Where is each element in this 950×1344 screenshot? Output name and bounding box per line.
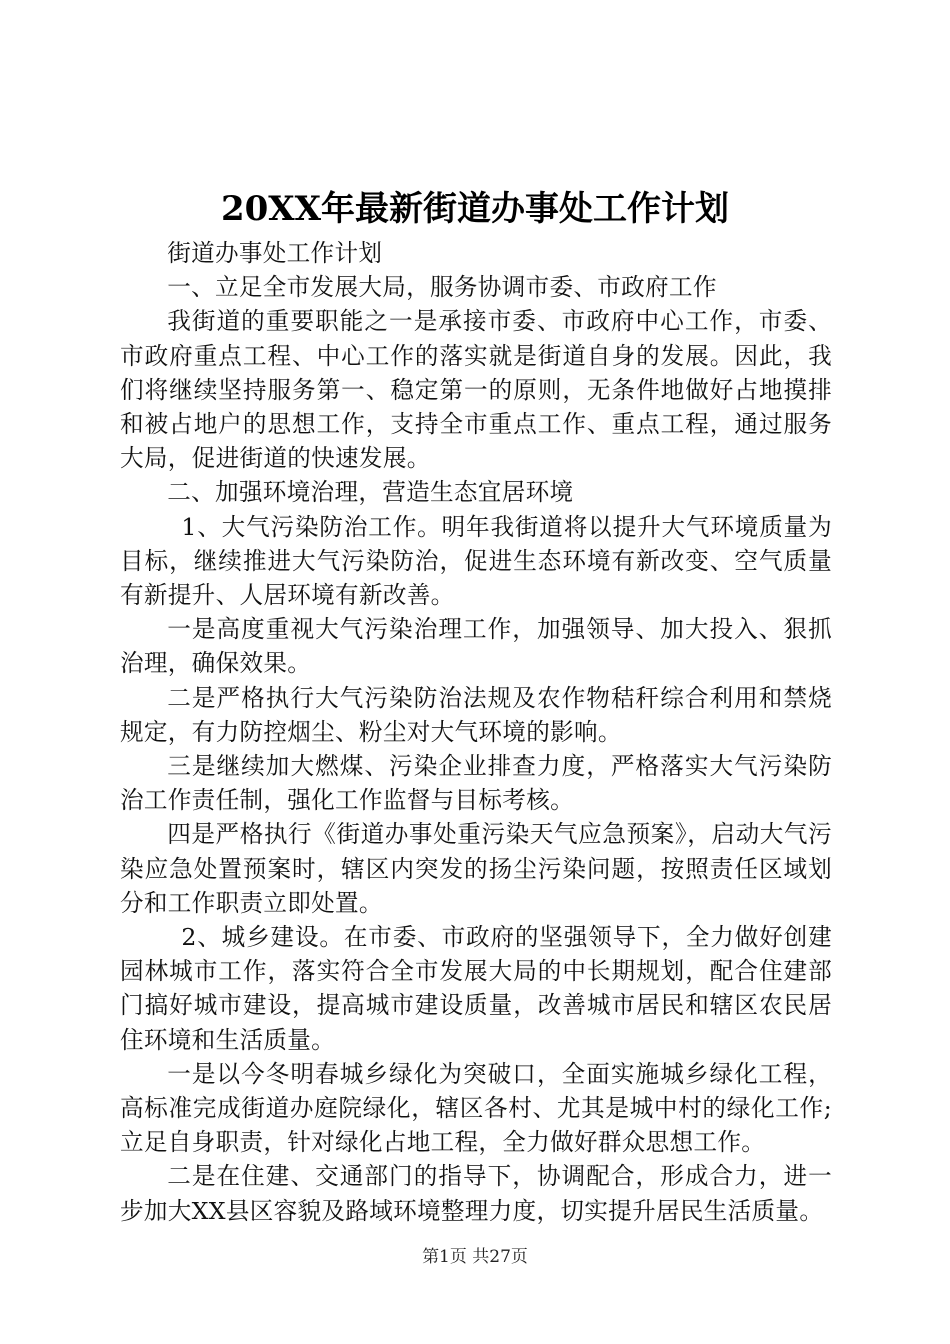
section-heading: 二、加强环境治理，营造生态宜居环境 bbox=[167, 478, 574, 507]
paragraph: 一是以今冬明春城乡绿化为突破口，全面实施城乡绿化工程，高标准完成街道办庭院绿化，辖区各村、尤其是城中村的绿化工作;立足自身职责，针对绿化占地工程，全力做好群众思想工作。 bbox=[120, 1059, 832, 1157]
paragraph: 一是高度重视大气污染治理工作，加强领导、加大投入、狠抓治理，确保效果。 bbox=[120, 615, 832, 678]
paragraph: 二是在住建、交通部门的指导下，协调配合，形成合力，进一步加大XX县区容貌及路域环境整理力度，切实提升居民生活质量。 bbox=[120, 1162, 832, 1225]
paragraph: 三是继续加大燃煤、污染企业排查力度，严格落实大气污染防治工作责任制，强化工作监督与目标考核。 bbox=[120, 752, 832, 815]
paragraph: 1、大气污染防治工作。明年我街道将以提升大气环境质量为目标，继续推进大气污染防治，促进生态环境有新改变、空气质量有新提升、人居环境有新改善。 bbox=[120, 512, 832, 610]
paragraph: 四是严格执行《街道办事处重污染天气应急预案》，启动大气污染应急处置预案时，辖区内突发的扬尘污染问题，按照责任区域划分和工作职责立即处置。 bbox=[120, 820, 832, 917]
paragraph: 2、城乡建设。在市委、市政府的坚强领导下，全力做好创建园林城市工作，落实符合全市发展大局的中长期规划，配合住建部门搞好城市建设，提高城市建设质量，改善城市居民和辖区农民居住环境和生活质量。 bbox=[120, 923, 832, 1054]
document-body bbox=[120, 236, 832, 1228]
paragraph: 我街道的重要职能之一是承接市委、市政府中心工作，市委、市政府重点工程、中心工作的落实就是街道自身的发展。因此，我们将继续坚持服务第一、稳定第一的原则，无条件地做好占地摸排和被占地户的思想工作，支持全市重点工作、重点工程，通过服务大局，促进街道的快速发展。 bbox=[120, 307, 832, 473]
paragraph: 二是严格执行大气污染防治法规及农作物秸秆综合利用和禁烧规定，有力防控烟尘、粉尘对大气环境的影响。 bbox=[120, 683, 832, 746]
section-heading: 一、立足全市发展大局，服务协调市委、市政府工作 bbox=[167, 273, 717, 302]
document-title: 20XX年最新街道办事处工作计划 bbox=[220, 189, 730, 229]
page-footer: 第1页 共27页 bbox=[422, 1247, 528, 1267]
paragraph: 街道办事处工作计划 bbox=[167, 239, 383, 267]
